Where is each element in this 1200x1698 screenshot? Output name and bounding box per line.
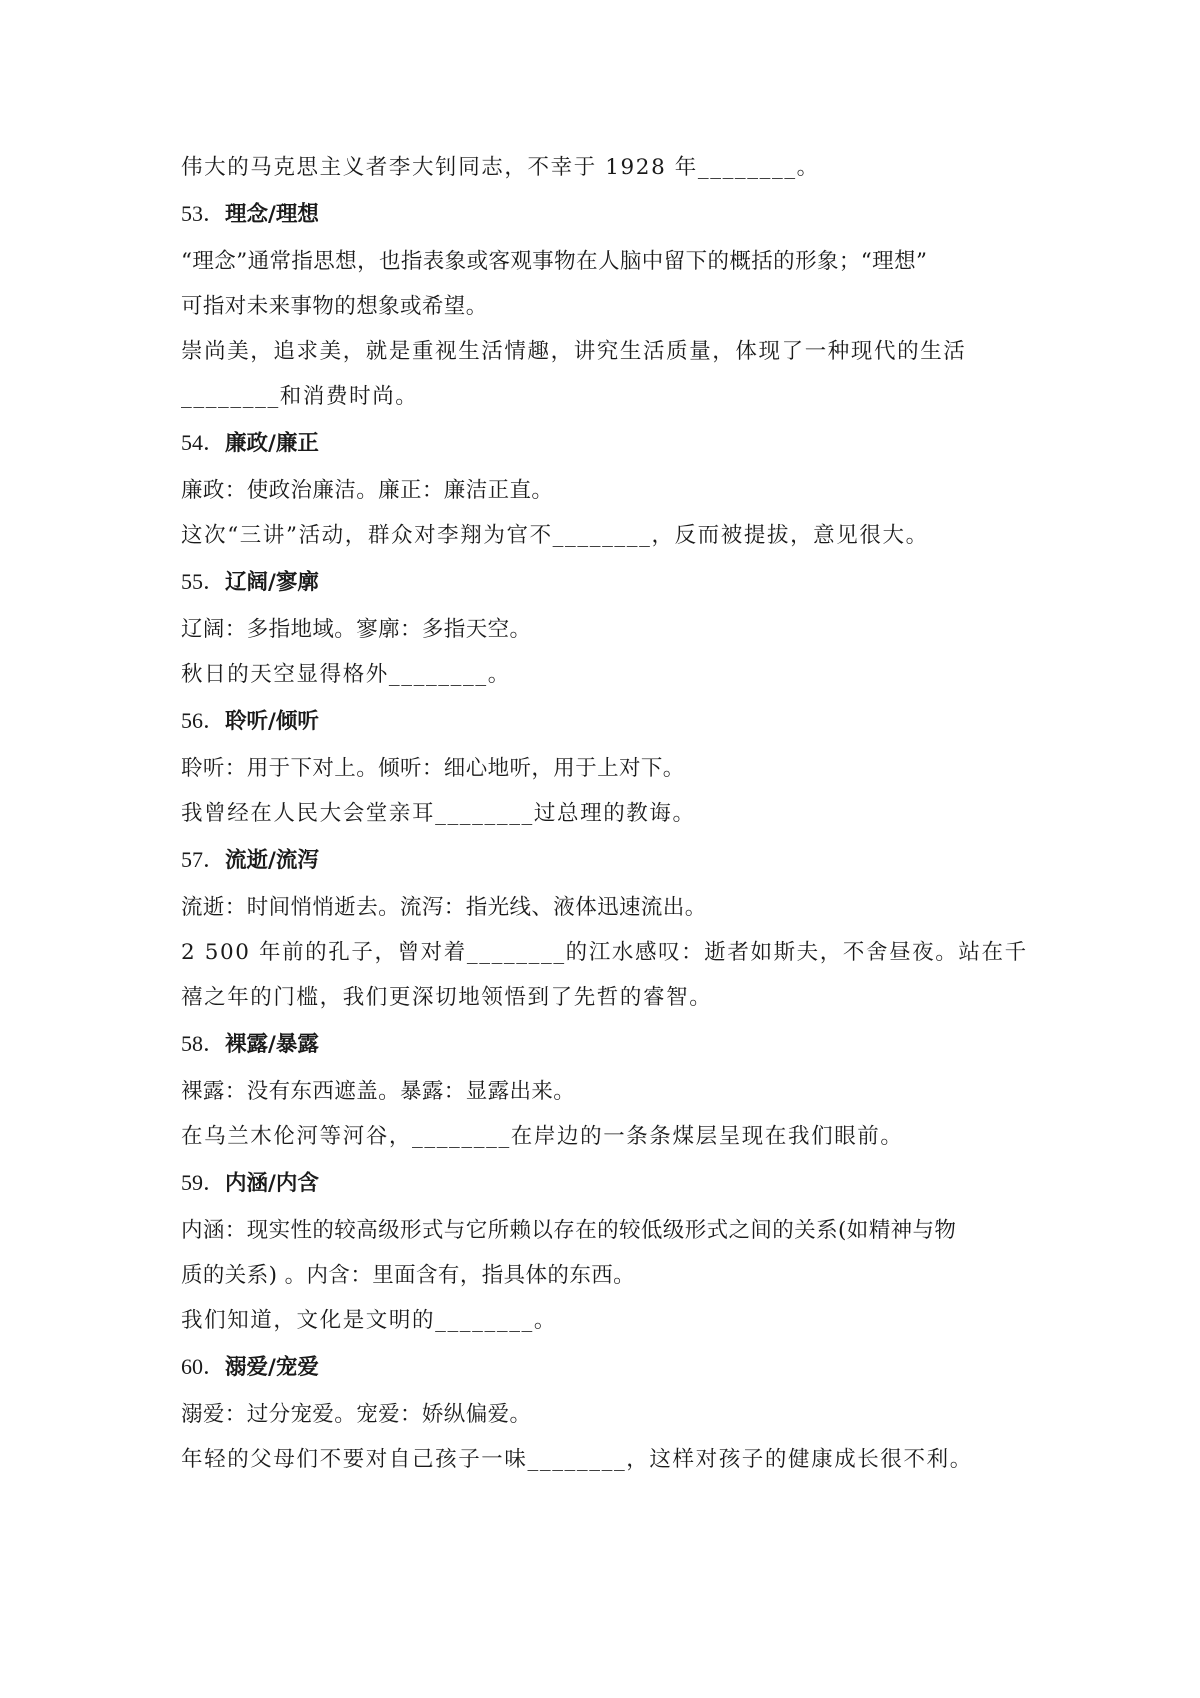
entry-heading <box>181 558 1041 607</box>
entry-title: 理念/理想 <box>225 202 319 227</box>
entry-block <box>181 1020 1041 1159</box>
entry-title: 裸露/暴露 <box>225 1032 319 1057</box>
entry-heading <box>181 1343 1041 1392</box>
entry-title: 廉政/廉正 <box>225 431 319 456</box>
entry-heading <box>181 697 1041 746</box>
example-sentence: ________和消费时尚。 <box>181 384 419 409</box>
entry-block <box>181 697 1041 836</box>
entry-number: 58． <box>181 1031 226 1056</box>
entry-title: 内涵/内含 <box>225 1171 319 1196</box>
example-sentence: 我们知道，文化是文明的________。 <box>181 1308 558 1333</box>
entry-title: 辽阔/寥廓 <box>225 570 319 595</box>
entry-number: 59． <box>181 1170 226 1195</box>
entry-block <box>181 836 1041 1020</box>
entry-number: 56． <box>181 708 226 733</box>
definition-line: “理念”通常指思想，也指表象或客观事物在人脑中留下的概括的形象；“理想” <box>181 249 928 274</box>
example-sentence: 这次“三讲”活动，群众对李翔为官不________，反而被提拔，意见很大。 <box>181 523 929 548</box>
entry-number: 57． <box>181 847 226 872</box>
definition-line: 辽阔：多指地域。寥廓：多指天空。 <box>181 617 532 642</box>
definition-line: 廉政：使政治廉洁。廉正：廉洁正直。 <box>181 478 554 503</box>
definition-line: 溺爱：过分宠爱。宠爱：娇纵偏爱。 <box>181 1402 532 1427</box>
entry-heading <box>181 836 1041 885</box>
entry-block <box>181 1159 1041 1343</box>
definition-line: 裸露：没有东西遮盖。暴露：显露出来。 <box>181 1079 576 1104</box>
example-sentence: 年轻的父母们不要对自己孩子一味________，这样对孩子的健康成长很不利。 <box>181 1447 973 1472</box>
example-sentence: 秋日的天空显得格外________。 <box>181 662 511 687</box>
entry-heading <box>181 1020 1041 1069</box>
entry-title: 流逝/流泻 <box>225 848 319 873</box>
entry-block <box>181 190 1041 419</box>
entry-number: 55． <box>181 569 226 594</box>
entry-block <box>181 558 1041 697</box>
entry-number: 60． <box>181 1354 226 1379</box>
entry-title: 溺爱/宠爱 <box>225 1355 319 1380</box>
entry-heading <box>181 1159 1041 1208</box>
example-sentence: 我曾经在人民大会堂亲耳________过总理的教诲。 <box>181 801 696 826</box>
entry-list <box>181 190 1041 1482</box>
continuation-block <box>181 145 1041 190</box>
example-sentence: 伟大的马克思主义者李大钊同志，不幸于 1928 年________。 <box>181 155 820 180</box>
entry-block <box>181 1343 1041 1482</box>
example-sentence: 崇尚美，追求美，就是重视生活情趣，讲究生活质量，体现了一种现代的生活 <box>181 339 967 364</box>
definition-line: 流逝：时间悄悄逝去。流泻：指光线、液体迅速流出。 <box>181 895 707 920</box>
example-sentence: 禧之年的门槛，我们更深切地领悟到了先哲的睿智。 <box>181 985 713 1010</box>
definition-line: 内涵：现实性的较高级形式与它所赖以存在的较低级形式之间的关系(如精神与物 <box>181 1218 957 1243</box>
definition-line: 质的关系) 。内含：里面含有，指具体的东西。 <box>181 1263 636 1288</box>
entry-block <box>181 419 1041 558</box>
entry-number: 54． <box>181 430 226 455</box>
entry-number: 53． <box>181 201 226 226</box>
document-body <box>181 145 1041 1482</box>
entry-title: 聆听/倾听 <box>225 709 319 734</box>
entry-heading <box>181 190 1041 239</box>
entry-heading <box>181 419 1041 468</box>
example-sentence: 在乌兰木伦河等河谷，________在岸边的一条条煤层呈现在我们眼前。 <box>181 1124 904 1149</box>
example-sentence: 2 500 年前的孔子，曾对着________的江水感叹：逝者如斯夫，不舍昼夜。站在千 <box>181 940 1028 965</box>
definition-line: 可指对未来事物的想象或希望。 <box>181 294 488 319</box>
definition-line: 聆听：用于下对上。倾听：细心地听，用于上对下。 <box>181 756 685 781</box>
